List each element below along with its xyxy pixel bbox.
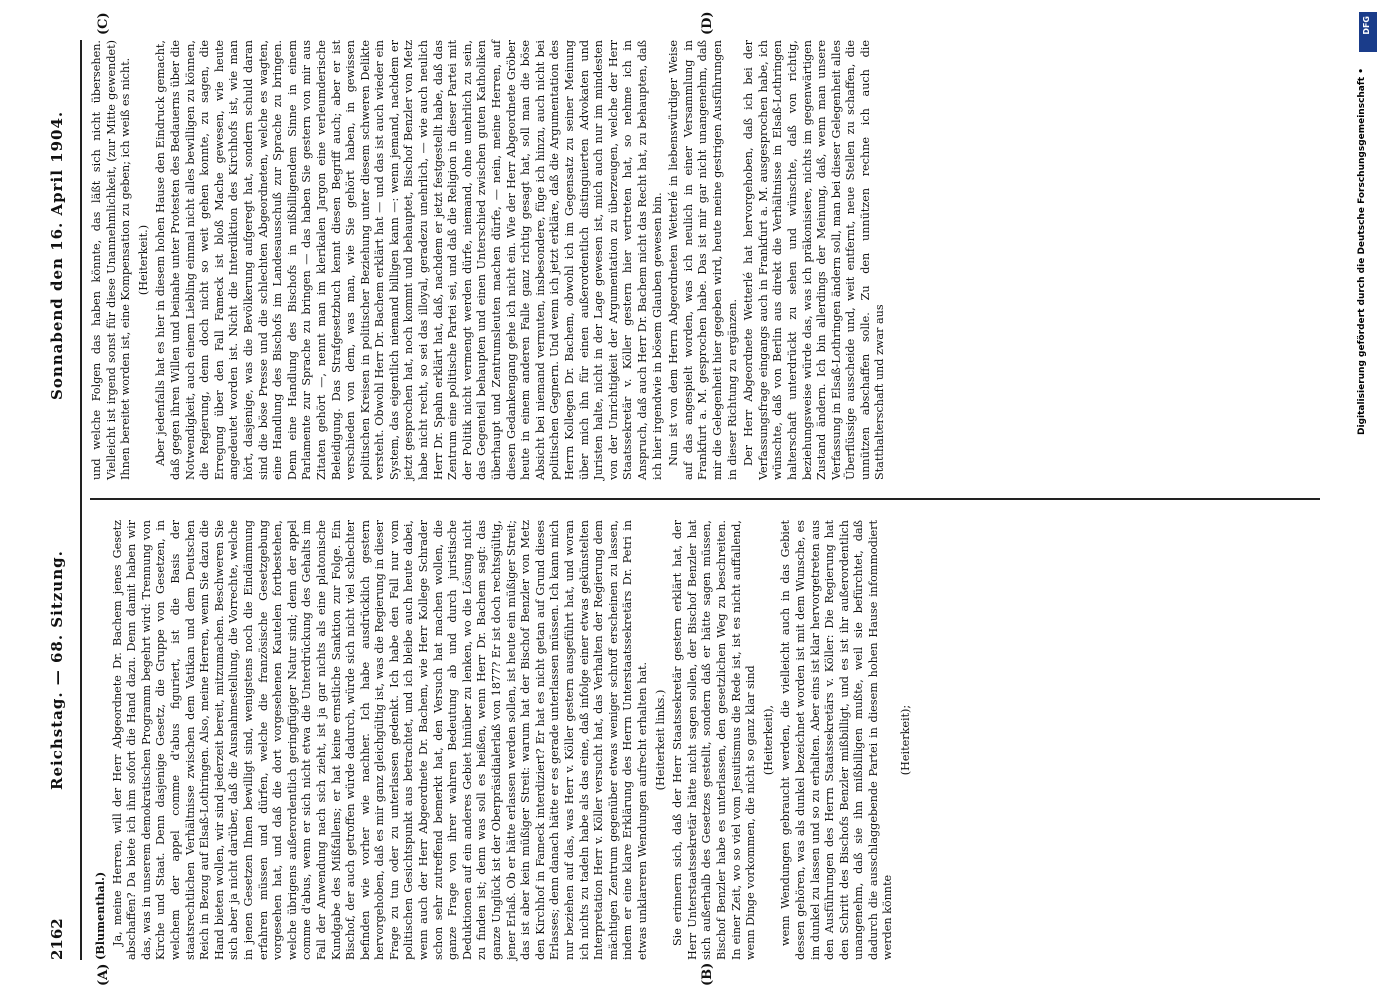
interjection: (Heiterkeit), [761, 704, 775, 776]
paragraph: Nun ist von dem Herrn Abgeordneten Wetterlé in liebenswürdiger Weise auf das angespielt worden, was ich neulich in einer Versammlung in Frankfurt a. M. gesprochen habe. Das ist mir gar nicht unangenehm, daß mir die Gelegenheit hier gegeben wird, heute meine gestrigen Ausführungen in dieser Richtung zu ergänzen. [667, 40, 739, 480]
interjection: (Heiterkeit links.) [653, 689, 667, 791]
interjection: (Heiterkeit.) [136, 224, 150, 296]
left-column [90, 520, 917, 960]
dfg-logo: DFG [1359, 12, 1377, 52]
margin-mark-a: (A) [96, 963, 111, 986]
margin-mark-c: (C) [96, 12, 111, 35]
column-divider [90, 498, 1320, 500]
credit-text: Digitalisierung gefördert durch die Deutsche Forschungsgemeinschaft • [1357, 68, 1367, 435]
paragraph: und welche Folgen das haben könnte, das läßt sich nicht übersehen. Vielleicht ist irgend sonst für diese Unannehmlichkeit, (zur Mitte gewendet) Ihnen bereitet worden ist, eine Kompensation zu geben; ich weiß es nicht. [90, 40, 133, 480]
margin-mark-d: (D) [700, 11, 715, 35]
page-header [42, 40, 76, 960]
header-rule [80, 40, 82, 960]
paragraph: Sie erinnern sich, daß der Herr Staatssekretär gestern erklärt hat, der Herr Unterstaatssekretär hätte nicht sagen sollen, der Bischof Benzler hat sich außerhalb des Gesetzes gestellt, sondern daß er hätte sagen müssen, Bischof Benzler habe es unterlassen, den gesetzlichen Weg zu beschreiten. In einer Zeit, wo so viel vom Jesuitismus die Rede ist, ist es nicht auffallend, wenn Dinge vorkommen, die nicht so ganz klar sind [671, 520, 758, 960]
margin-mark-b: (B) [700, 962, 715, 986]
speaker-name: (Blumenthal.) [93, 871, 107, 960]
paragraph: Ja, meine Herren, will der Herr Abgeordnete Dr. Bachem jenes Gesetz abschaffen? Da biete ich ihm sofort die Hand dazu. Denn damit haben wir das, was in unserem demokratischen Programm begehrt wird: Trennung von Kirche und Staat. Denn dasjenige Gesetz, die Gruppe von Gesetzen, in welchem der appel comme d'abus figuriert, ist die Basis der staatsrechtlichen Verhältnisse zwischen dem Vatikan und dem Deutschen Reich in Bezug auf Elsaß-Lothringen. Also, meine Herren, wenn Sie dazu die Hand bieten wollen, wir sind jederzeit bereit, mitzumachen. Beschweren Sie sich aber ja nicht darüber, daß die Ausnahmestellung, die Vorrechte, welche in jenen Gesetzen Ihnen bewilligt sind, wenigstens noch die Eindämmung erfahren müssen und dürfen, welche die französische Gesetzgebung vorgesehen hat, und daß die dort vorgesehenen Kautelen fortbestehen, welche übrigens außerordentlich geringfügiger Natur sind; denn der appel comme d'abus, wenn er sich nicht etwa die Unterdrückung des Gehalts im Fall der Anwendung nach sich zieht, ist ja gar nichts als eine platonische Kundgabe des Mißfallens; er hat keine ernstliche Sanktion zur Folge. Ein Bischof, der auch getroffen würde dadurch, würde sich nicht viel schlechter befinden wie vorher wie nachher. Ich habe ausdrücklich gestern hervorgehoben, daß es mir ganz gleichgültig ist, was die Regierung in dieser Frage zu tun oder zu unterlassen gedenkt. Ich habe den Fall nur vom politischen Gesichtspunkt aus betrachtet, und ich bleibe auch heute dabei, wenn auch der Herr Abgeordnete Dr. Bachem, wie Herr Kollege Schrader schon sehr zutreffend bemerkt hat, den Versuch hat machen wollen, die ganze Frage von ihrer wahren Bedeutung ab und durch juristische Deduktionen auf ein anderes Gebiet hinüber zu lenken, wo die Lösung nicht zu finden ist; denn was soll es heißen, wenn Herr Dr. Bachem sagt: das ganze Unglück ist der Oberpräsidialerlaß von 1877? Er ist doch rechtsgültig, jener Erlaß. Ob er hätte erlassen werden sollen, ist heute ein müßiger Streit; das ist aber kein müßiger Streit: warum hat der Bischof Benzler von Metz den Kirchhof in Fameck interdiziert? Er hat es nicht getan auf Grund dieses Erlasses; denn danach hätte er es gerade unterlassen müssen. Ich kann mich nur beziehen auf das, was Herr v. Köller gestern ausgeführt hat, und woran ich nichts zu tadeln habe als das eine, daß infolge einer etwas gekünstelten Interpretation Herr v. Köller versucht hat, das Verhalten der Regierung dem mächtigen Zentrum gegenüber etwas weniger schroff erscheinen zu lassen, indem er eine klare Erklärung des Herrn Unterstaatssekretärs Dr. Petri in etwas unklareren Wendungen aufrecht erhalten hat. [110, 520, 649, 960]
digitization-credit [1353, 8, 1381, 993]
paragraph: Der Herr Abgeordnete Wetterlé hat hervorgehoben, daß ich bei der Verfassungsfrage eingangs auch in Frankfurt a. M. ausgesprochen habe, ich wünschte, daß von Berlin aus direkt die Verhältnisse in Elsaß-Lothringen halterschaft unterdrückt zu sehen und wünschte, daß von richtig, beziehungsweise würde das, was ich präkonisiere, nichts im gegenwärtigen Zustand ändern. Ich bin allerdings der Meinung, daß, wenn man unsere Verfassung in Elsaß-Lothringen ändern soll, man bei dieser Gelegenheit alles Überflüssige ausscheide und, weit entfernt, neue Stellen zu schaffen, die unnützen abschaffen solle. Zu den unnützen rechne ich auch die Statthalterschaft und zwar aus [742, 40, 887, 480]
page-number: 2162 [48, 918, 66, 960]
paragraph: Aber jedenfalls hat es hier in diesem hohen Hause den Eindruck gemacht, daß gegen ihren Willen und beinahe unter Protesten des Bedauerns über die Notwendigkeit, auch einem Liebling einmal nicht alles bewilligen zu können, die Regierung, denn doch nicht so weit gehen konnte, zu sagen, die Erregung über den Fall Fameck ist bloß Mache gewesen, wie heute angedeutet worden ist. Nicht die Interdiktion des Kirchhofs ist, wie man hört, dasjenige, was die Bevölkerung aufgeregt hat, sondern schuld daran sind die böse Presse und die schlechten Abgeordneten, welche es wagten, eine Handlung des Bischofs im Landesausschuß zur Sprache zu bringen. Denn eine Handlung des Bischofs in mißbilligendem Sinne in einem Parlamente zur Sprache zu bringen — das haben Sie gestern von mir aus Zitaten gehört —, nennt man im klerikalen Jargon eine verleumderische Beleidigung. Das Strafgesetzbuch kennt diesen Begriff auch; aber er ist verschieden von dem, was man, wie Sie gehört haben, in gewissen politischen Kreisen in politischer Beziehung unter diesem schweren Delikte versteht. Obwohl Herr Dr. Bachem erklärt hat — und das ist auch wieder ein System, das eigentlich niemand billigen kann —: wenn jemand, nachdem er jetzt gesprochen hat, noch kommt und behauptet, Bischof Benzler von Metz habe nicht recht, so sei das illoyal, geradezu unehrlich, — wie auch neulich Herr Dr. Spahn erklärt hat, daß, nachdem er jetzt festgestellt habe, daß das Zentrum eine politische Partei sei, und daß die Religion in dieser Partei mit der Politik nicht vermengt werden dürfe, niemand, ohne unehrlich zu sein, das Gegenteil behaupten und einen Unterschied zwischen guten Katholiken überhaupt und Zentrumsleuten machen dürfe, — nein, meine Herren, auf diesen Gedankengang gehe ich nicht ein. Wie der Herr Abgeordnete Gröber heute in einem anderen Falle ganz richtig gesagt hat, soll man die böse Absicht bei niemand vermuten, insbesondere, füge ich hinzu, auch nicht bei politischen Gegnern. Und wenn ich jetzt erkläre, daß die Argumentation des Herrn Kollegen Dr. Bachem, obwohl ich im Gegensatz zu seiner Meinung über mich ihn für einen außerordentlich distinguierten Advokaten und Juristen halte, nicht in der Lage gewesen ist, mich auch nur im mindesten von der Unrichtigkeit der Argumentation zu überzeugen, welche der Herr Staatssekretär v. Köller gestern hier vertreten hat, so nehme ich in Anspruch, daß auch Herr Dr. Bachem nicht das Recht hat, zu behaupten, daß ich hier irgendwie in bösem Glauben gewesen bin. [154, 40, 664, 480]
interjection: (Heiterkeit); [899, 704, 913, 776]
paragraph: wenn Wendungen gebraucht werden, die vielleicht auch in das Gebiet dessen gehören, was als dunkel bezeichnet worden ist mit dem Wunsche, es im dunkel zu lassen und so zu erhalten. Aber eins ist klar hervorgetreten aus den Ausführungen des Herrn Staatssekretärs v. Köller: Die Regierung hat den Schritt des Bischofs Benzler mißbilligt, und es ist ihr außerordentlich unangenehm, daß sie ihn mißbilligen mußte, weil sie befürchtet, daß dadurch die ausschlaggebende Partei in diesem hohen Hause infommodiert werden könnte [779, 520, 895, 960]
session-title: Reichstag. — 68. Sitzung. [48, 550, 66, 790]
session-date: Sonnabend den 16. April 1904. [48, 110, 66, 400]
right-column [90, 40, 890, 480]
